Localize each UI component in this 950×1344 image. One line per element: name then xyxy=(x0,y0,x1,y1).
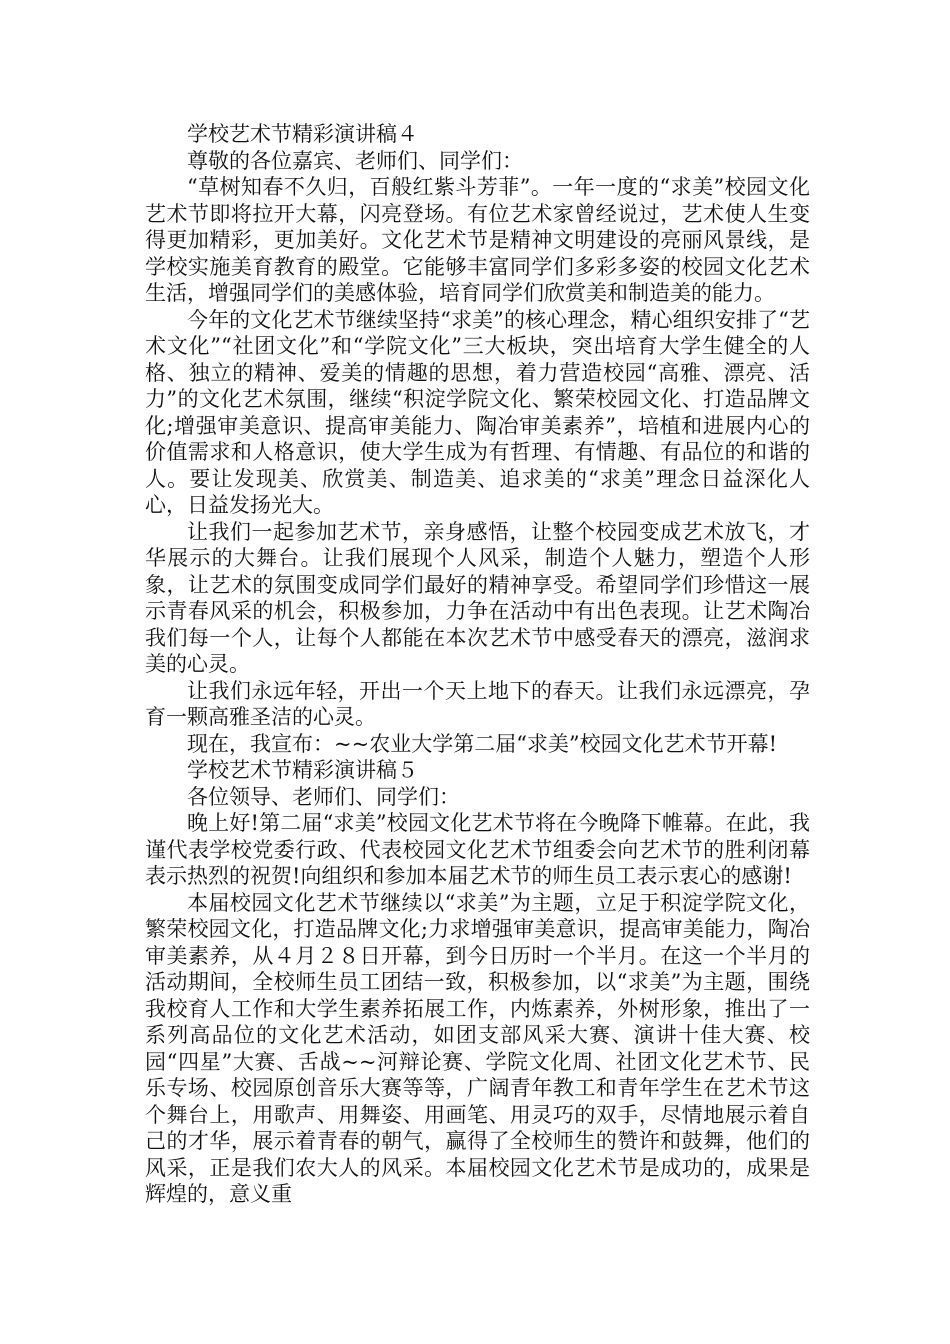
section5-paragraph-2: 本届校园文化艺术节继续以“求美”为主题，立足于积淀学院文化，繁荣校园文化，打造品牌文化;力求增强审美意识，提高审美能力，陶冶审美素养，从４月２８日开幕，到今日历时一个半月。在这一个半月的活动期间，全校师生员工团结一致，积极参加，以“求美”为主题，围绕我校育人工作和大学生素养拓展工作，内炼素养，外树形象，推出了一系列高品位的文化艺术活动，如团支部风采大赛、演讲十佳大赛、校园“四星”大赛、舌战~~河辩论赛、学院文化周、社团文化艺术节、民乐专场、校园原创音乐大赛等等，广阔青年教工和青年学生在艺术节这个舞台上，用歌声、用舞姿、用画笔、用灵巧的双手，尽情地展示着自己的才华，展示着青春的朝气，赢得了全校师生的赞许和鼓舞，他们的风采，正是我们农大人的风采。本届校园文化艺术节是成功的，成果是辉煌的，意义重 xyxy=(145,890,810,1206)
section4-paragraph-5: 现在，我宣布：~~农业大学第二届“求美”校园文化艺术节开幕! xyxy=(187,731,778,756)
document-page xyxy=(145,121,810,1208)
section4-paragraph-1: “草树知春不久归，百般红紫斗芳菲”。一年一度的“求美”校园文化艺术节即将拉开大幕，闪亮登场。有位艺术家曾经说过，艺术使人生变得更加精彩，更加美好。文化艺术节是精神文明建设的亮丽风景线，是学校实施美育教育的殿堂。它能够丰富同学们多彩多姿的校园文化艺术生活，增强同学们的美感体验，培育同学们欣赏美和制造美的能力。 xyxy=(145,175,810,305)
section4-paragraph-3: 让我们一起参加艺术节，亲身感悟，让整个校园变成艺术放飞，才华展示的大舞台。让我们展现个人风采，制造个人魅力，塑造个人形象，让艺术的氛围变成同学们最好的精神享受。希望同学们珍惜这一展示青春风采的机会，积极参加，力争在活动中有出色表现。让艺术陶冶我们每一个人，让每个人都能在本次艺术节中感受春天的漂亮，滋润求美的心灵。 xyxy=(145,519,810,676)
section4-paragraph-4: 让我们永远年轻，开出一个天上地下的春天。让我们永远漂亮，孕育一颗高雅圣洁的心灵。 xyxy=(145,678,810,729)
section5-salutation: 各位领导、老师们、同学们： xyxy=(187,784,460,809)
section5-title: 学校艺术节精彩演讲稿５ xyxy=(187,758,418,782)
section4-salutation: 尊敬的各位嘉宾、老师们、同学们： xyxy=(187,148,523,173)
section5-paragraph-1: 晚上好!第二届“求美”校园文化艺术节将在今晚降下帷幕。在此，我谨代表学校党委行政、代表校园文化艺术节组委会向艺术节的胜利闭幕表示热烈的祝贺!向组织和参加本届艺术节的师生员工表示衷心的感谢! xyxy=(145,811,810,888)
section4-title: 学校艺术节精彩演讲稿４ xyxy=(187,122,418,146)
section4-paragraph-2: 今年的文化艺术节继续坚持“求美”的核心理念，精心组织安排了“艺术文化”“社团文化”和“学院文化”三大板块，突出培育大学生健全的人格、独立的精神、爱美的情趣的思想，着力营造校园“高雅、漂亮、活力”的文化艺术氛围，继续“积淀学院文化、繁荣校园文化、打造品牌文化;增强审美意识、提高审美能力、陶冶审美素养”，培植和进展内心的价值需求和人格意识，使大学生成为有哲理、有情趣、有品位的和谐的人。要让发现美、欣赏美、制造美、追求美的“求美”理念日益深化人心，日益发扬光大。 xyxy=(145,307,810,517)
